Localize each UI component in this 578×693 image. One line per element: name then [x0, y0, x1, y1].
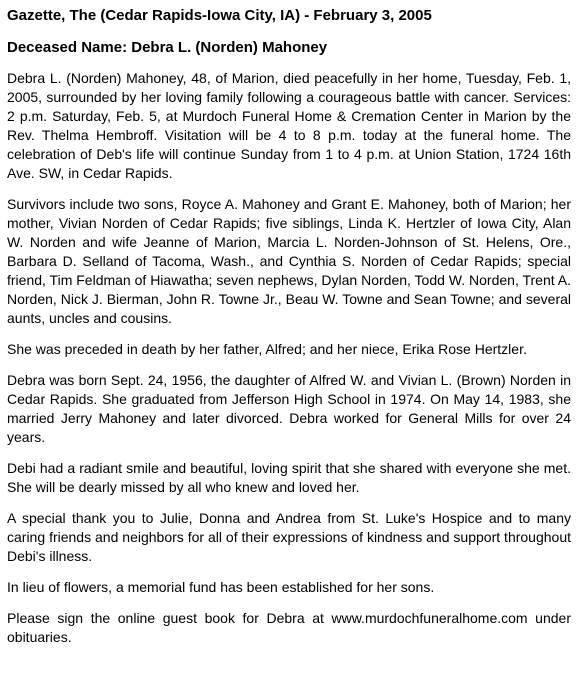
paragraph-survivors: Survivors include two sons, Royce A. Mahoney and Grant E. Mahoney, both of Marion; her mother, Vivian Norden of Cedar Rapids; five siblings, Linda K. Hertzler of Iowa City, Alan W. Norden and wife Jeanne of Marion, Marcia L. Norden-Johnson of St. Helens, Ore., Barbara D. Selland of Tacoma, Wash., and Cynthia S. Norden of Cedar Rapids; special friend, Tim Feldman of Hiawatha; seven nephews, Dylan Norden, Todd W. Norden, Trent A. Norden, Nick J. Bierman, John R. Towne Jr., Beau W. Towne and Sean Towne; and several aunts, uncles and cousins.	[7, 196, 571, 326]
paragraph-guestbook: Please sign the online guest book for Debra at www.murdochfuneralhome.com under obituaries.	[7, 610, 571, 645]
paragraph-biography: Debra was born Sept. 24, 1956, the daughter of Alfred W. and Vivian L. (Brown) Norden in Cedar Rapids. She graduated from Jefferson High School in 1974. On May 14, 1983, she married Jerry Mahoney and later divorced. Debra worked for General Mills for over 24 years.	[7, 372, 571, 445]
paragraph-tribute: Debi had a radiant smile and beautiful, loving spirit that she shared with everyone she met. She will be dearly missed by all who knew and loved her.	[7, 460, 571, 495]
paragraph-preceded: She was preceded in death by her father, Alfred; and her niece, Erika Rose Hertzler.	[7, 341, 527, 357]
source-line: Gazette, The (Cedar Rapids-Iowa City, IA) - February 3, 2005	[7, 7, 432, 24]
paragraph-thanks: A special thank you to Julie, Donna and Andrea from St. Luke's Hospice and to many caring friends and neighbors for all of their expressions of kindness and support throughout Debi's illness.	[7, 510, 571, 564]
paragraph-memorial: In lieu of flowers, a memorial fund has been established for her sons.	[7, 579, 435, 595]
paragraph-services: Debra L. (Norden) Mahoney, 48, of Marion, died peacefully in her home, Tuesday, Feb. 1, 2005, surrounded by her loving family following a courageous battle with cancer. Services: 2 p.m. Saturday, Feb. 5, at Murdoch Funeral Home & Cremation Center in Marion by the Rev. Thelma Hembroff. Visitation will be 4 to 8 p.m. today at the funeral home. The celebration of Deb's life will continue Sunday from 1 to 4 p.m. at Union Station, 1724 16th Ave. SW, in Cedar Rapids.	[7, 70, 571, 181]
deceased-name-line: Deceased Name: Debra L. (Norden) Mahoney	[7, 39, 328, 56]
